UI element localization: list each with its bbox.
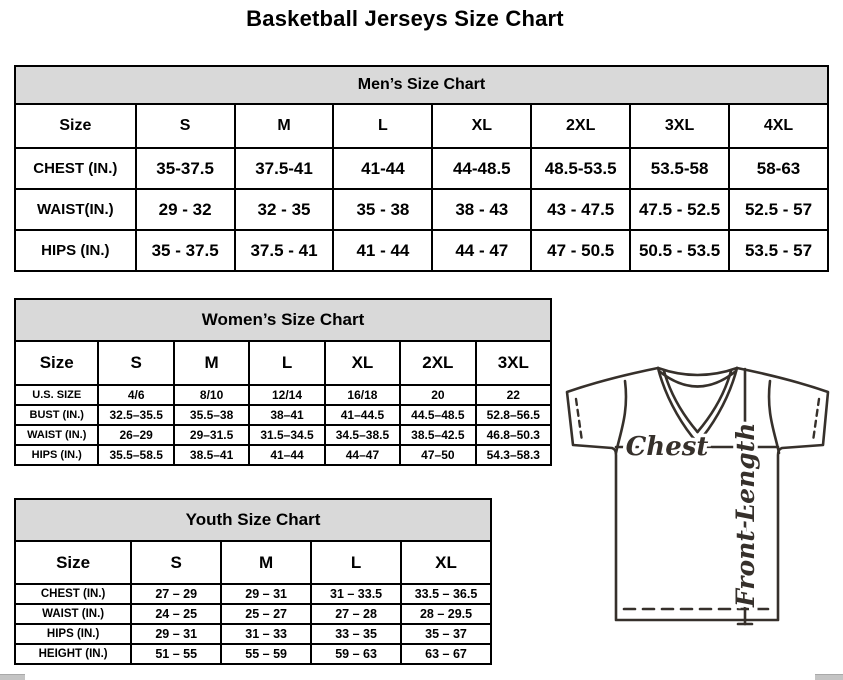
size-value: 35 - 38 xyxy=(333,189,432,230)
column-header: Size xyxy=(15,541,131,584)
size-value: 44 - 47 xyxy=(432,230,531,271)
collar-inner-arc xyxy=(659,371,736,387)
row-label: CHEST (IN.) xyxy=(15,584,131,604)
column-header: M xyxy=(174,341,249,385)
size-value: 12/14 xyxy=(249,385,324,405)
table-row xyxy=(15,230,828,271)
size-value: 29 - 32 xyxy=(136,189,235,230)
column-header: M xyxy=(221,541,311,584)
row-label: HIPS (IN.) xyxy=(15,445,98,465)
size-value: 33.5 – 36.5 xyxy=(401,584,491,604)
column-header: Size xyxy=(15,341,98,385)
size-value: 41–44.5 xyxy=(325,405,400,425)
column-header: Size xyxy=(15,104,136,148)
header-row xyxy=(15,341,551,385)
size-value: 48.5-53.5 xyxy=(531,148,630,189)
table-row xyxy=(15,189,828,230)
row-label: HEIGHT (IN.) xyxy=(15,644,131,664)
column-header: 4XL xyxy=(729,104,828,148)
size-value: 41–44 xyxy=(249,445,324,465)
table-row xyxy=(15,445,551,465)
row-label: BUST (IN.) xyxy=(15,405,98,425)
size-value: 20 xyxy=(400,385,475,405)
column-header: XL xyxy=(432,104,531,148)
size-value: 44–47 xyxy=(325,445,400,465)
size-value: 29 – 31 xyxy=(221,584,311,604)
table-row xyxy=(15,584,491,604)
size-value: 52.5 - 57 xyxy=(729,189,828,230)
table-row xyxy=(15,148,828,189)
size-value: 35 - 37.5 xyxy=(136,230,235,271)
size-value: 34.5–38.5 xyxy=(325,425,400,445)
youth-size-chart xyxy=(14,498,492,665)
size-value: 38.5–42.5 xyxy=(400,425,475,445)
size-value: 31 – 33 xyxy=(221,624,311,644)
size-value: 27 – 29 xyxy=(131,584,221,604)
column-header: S xyxy=(98,341,173,385)
size-value: 44.5–48.5 xyxy=(400,405,475,425)
size-value: 47.5 - 52.5 xyxy=(630,189,729,230)
right-sleeve-seam xyxy=(769,381,779,453)
youth-size-table xyxy=(14,540,492,665)
mens-size-chart xyxy=(14,65,829,272)
row-label: CHEST (IN.) xyxy=(15,148,136,189)
size-value: 59 – 63 xyxy=(311,644,401,664)
size-value: 29 – 31 xyxy=(131,624,221,644)
size-value: 55 – 59 xyxy=(221,644,311,664)
column-header: 2XL xyxy=(531,104,630,148)
page-title: Basketball Jerseys Size Chart xyxy=(246,6,564,31)
size-value: 47 - 50.5 xyxy=(531,230,630,271)
table-row xyxy=(15,604,491,624)
size-value: 38 - 43 xyxy=(432,189,531,230)
row-label: WAIST (IN.) xyxy=(15,604,131,624)
jersey-outline xyxy=(567,368,828,620)
left-sleeve-seam xyxy=(616,381,626,453)
column-header: 3XL xyxy=(630,104,729,148)
column-header: 3XL xyxy=(476,341,551,385)
size-value: 29–31.5 xyxy=(174,425,249,445)
size-value: 52.8–56.5 xyxy=(476,405,551,425)
column-header: XL xyxy=(401,541,491,584)
size-value: 47–50 xyxy=(400,445,475,465)
size-value: 16/18 xyxy=(325,385,400,405)
size-value: 38.5–41 xyxy=(174,445,249,465)
size-value: 22 xyxy=(476,385,551,405)
size-value: 53.5-58 xyxy=(630,148,729,189)
header-row xyxy=(15,104,828,148)
size-value: 8/10 xyxy=(174,385,249,405)
size-value: 63 – 67 xyxy=(401,644,491,664)
size-value: 58-63 xyxy=(729,148,828,189)
size-value: 35-37.5 xyxy=(136,148,235,189)
size-value: 27 – 28 xyxy=(311,604,401,624)
row-label: U.S. SIZE xyxy=(15,385,98,405)
size-value: 53.5 - 57 xyxy=(729,230,828,271)
row-label: WAIST(IN.) xyxy=(15,189,136,230)
jersey-measurement-diagram xyxy=(558,358,838,668)
row-label: HIPS (IN.) xyxy=(15,230,136,271)
collar-back-arc xyxy=(658,368,737,375)
size-value: 24 – 25 xyxy=(131,604,221,624)
size-value: 31 – 33.5 xyxy=(311,584,401,604)
column-header: XL xyxy=(325,341,400,385)
chest-label: Chest xyxy=(625,432,709,462)
size-value: 28 – 29.5 xyxy=(401,604,491,624)
column-header: S xyxy=(131,541,221,584)
header-row xyxy=(15,541,491,584)
table-row xyxy=(15,624,491,644)
column-header: 2XL xyxy=(400,341,475,385)
womens-size-chart-caption: Women’s Size Chart xyxy=(14,298,552,340)
size-value: 31.5–34.5 xyxy=(249,425,324,445)
size-value: 35 – 37 xyxy=(401,624,491,644)
table-row xyxy=(15,385,551,405)
womens-size-chart xyxy=(14,298,552,466)
size-value: 4/6 xyxy=(98,385,173,405)
size-value: 46.8–50.3 xyxy=(476,425,551,445)
right-cuff-stitch xyxy=(813,399,819,441)
size-value: 26–29 xyxy=(98,425,173,445)
size-value: 32 - 35 xyxy=(235,189,334,230)
size-value: 41-44 xyxy=(333,148,432,189)
column-header: L xyxy=(311,541,401,584)
size-value: 32.5–35.5 xyxy=(98,405,173,425)
size-value: 33 – 35 xyxy=(311,624,401,644)
size-value: 37.5-41 xyxy=(235,148,334,189)
horizontal-scrollbar-fragment-right[interactable] xyxy=(815,674,843,680)
left-cuff-stitch xyxy=(576,399,582,441)
mens-size-chart-caption: Men’s Size Chart xyxy=(14,65,829,103)
mens-size-table xyxy=(14,103,829,272)
column-header: L xyxy=(333,104,432,148)
size-value: 38–41 xyxy=(249,405,324,425)
size-value: 54.3–58.3 xyxy=(476,445,551,465)
size-value: 25 – 27 xyxy=(221,604,311,624)
column-header: S xyxy=(136,104,235,148)
table-row xyxy=(15,425,551,445)
column-header: M xyxy=(235,104,334,148)
row-label: HIPS (IN.) xyxy=(15,624,131,644)
size-value: 35.5–38 xyxy=(174,405,249,425)
table-row xyxy=(15,405,551,425)
youth-size-chart-caption: Youth Size Chart xyxy=(14,498,492,540)
front-length-label: Front Length xyxy=(731,422,760,607)
size-value: 44-48.5 xyxy=(432,148,531,189)
size-value: 41 - 44 xyxy=(333,230,432,271)
column-header: L xyxy=(249,341,324,385)
size-value: 51 – 55 xyxy=(131,644,221,664)
row-label: WAIST (IN.) xyxy=(15,425,98,445)
table-row xyxy=(15,644,491,664)
size-value: 43 - 47.5 xyxy=(531,189,630,230)
size-value: 37.5 - 41 xyxy=(235,230,334,271)
horizontal-scrollbar-fragment-left[interactable] xyxy=(0,674,25,680)
womens-size-table xyxy=(14,340,552,466)
size-value: 50.5 - 53.5 xyxy=(630,230,729,271)
size-value: 35.5–58.5 xyxy=(98,445,173,465)
